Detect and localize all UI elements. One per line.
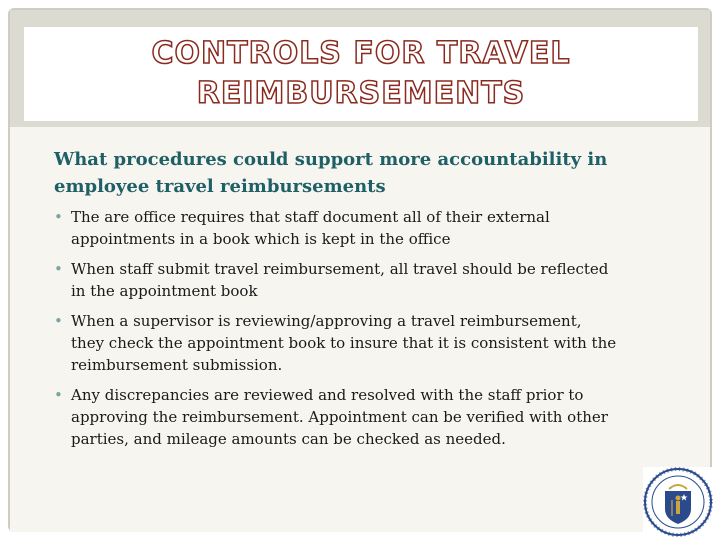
bullet-icon: • (54, 260, 63, 278)
subheading-line-1: What procedures could support more accountability in (54, 149, 608, 170)
bullet-item (54, 384, 694, 450)
state-seal-icon (643, 467, 713, 537)
subheading (54, 146, 694, 200)
slide-title-line-2: REIMBURSEMENTS (196, 76, 526, 111)
slide (10, 10, 710, 532)
slide-title-line-1: CONTROLS FOR TRAVEL (151, 36, 571, 71)
bullet-line: parties, and mileage amounts can be checked as needed. (71, 430, 506, 448)
bullet-line: The are office requires that staff document all of their external (71, 208, 550, 226)
bullet-line: approving the reimbursement. Appointment can be verified with other (71, 408, 608, 426)
bullet-line: When a supervisor is reviewing/approving a travel reimbursement, (71, 312, 582, 330)
bullet-line: they check the appointment book to insure that it is consistent with the (71, 334, 617, 352)
bullet-list (54, 206, 694, 458)
bullet-item (54, 258, 694, 302)
bullet-line: When staff submit travel reimbursement, all travel should be reflected (71, 260, 609, 278)
bullet-line: reimbursement submission. (71, 356, 283, 374)
bullet-line: in the appointment book (71, 282, 258, 300)
bullet-icon: • (54, 312, 63, 330)
title-band (10, 10, 710, 127)
bullet-line: Any discrepancies are reviewed and resolved with the staff prior to (71, 386, 584, 404)
bullet-icon: • (54, 386, 63, 404)
bullet-item (54, 206, 694, 250)
bullet-icon: • (54, 208, 63, 226)
bullet-item (54, 310, 694, 376)
seal-figure-body (676, 501, 680, 514)
bullet-line: appointments in a book which is kept in the office (71, 230, 451, 248)
subheading-line-2: employee travel reimbursements (54, 176, 386, 197)
title-box (24, 27, 698, 121)
seal-figure-head (676, 496, 681, 501)
